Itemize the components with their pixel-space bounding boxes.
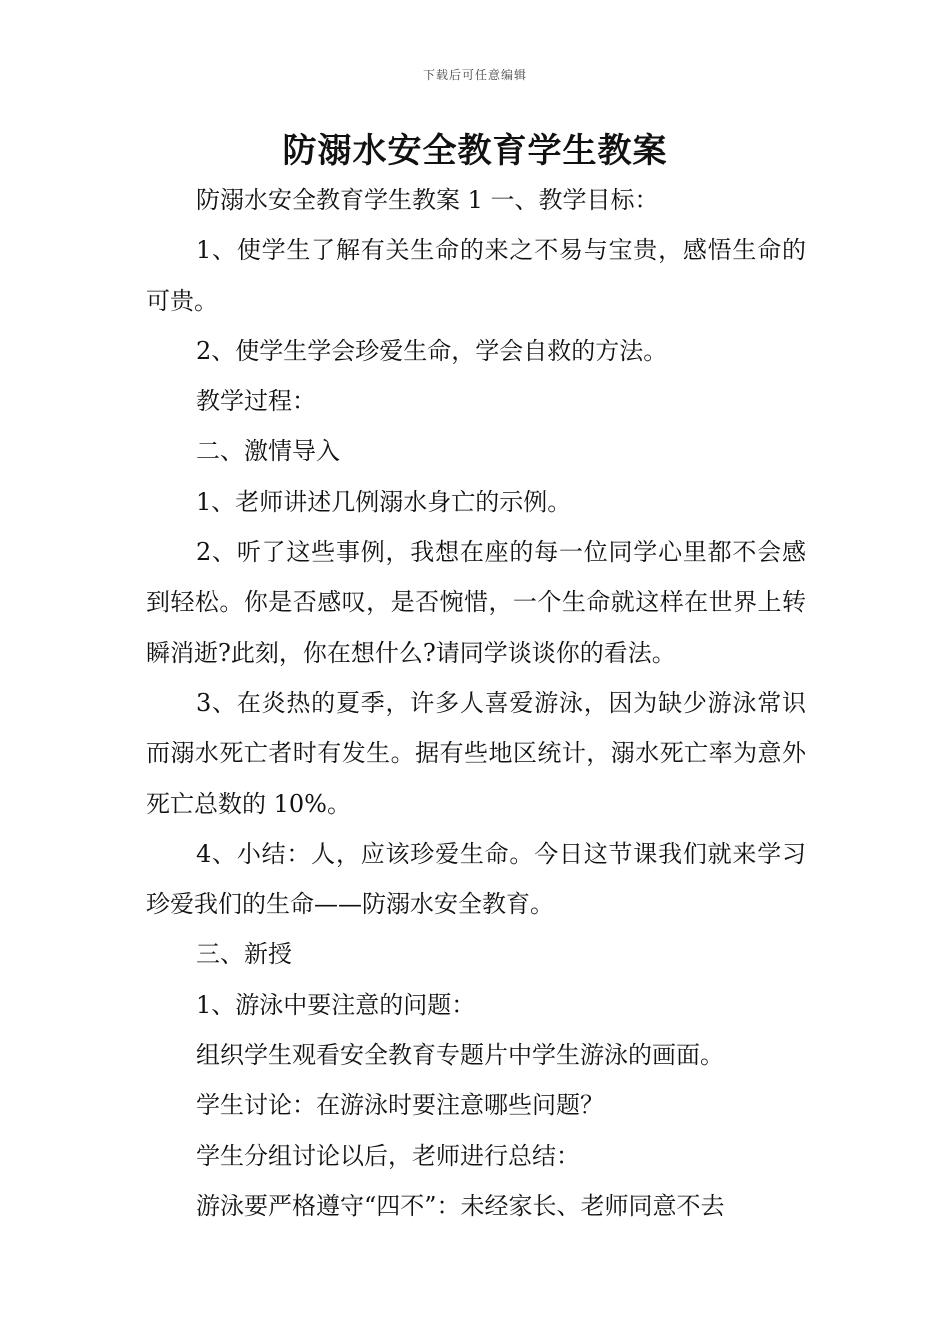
paragraph: 学生分组讨论以后，老师进行总结： [196,1141,580,1170]
paragraph: 1、老师讲述几例溺水身亡的示例。 [196,487,572,516]
paragraph: 学生讨论：在游泳时要注意哪些问题？ [196,1091,604,1120]
paragraph: 2、听了这些事例，我想在座的每一位同学心里都不会感到轻松。你是否感叹，是否惋惜，一个生命就这样在世界上转瞬消逝?此刻，你在想什么?请同学谈谈你的看法。 [146,538,806,667]
document-title: 防溺水安全教育学生教案 [282,131,668,171]
paragraph: 2、使学生学会珍爱生命，学会自救的方法。 [196,336,668,365]
paragraph: 教学过程： [196,387,316,416]
paragraph: 3、在炎热的夏季，许多人喜爱游泳，因为缺少游泳常识而溺水死亡者时有发生。据有些地区统计，溺水死亡率为意外死亡总数的 10%。 [146,688,806,818]
paragraph: 4、小结：人，应该珍爱生命。今日这节课我们就来学习珍爱我们的生命——防溺水安全教育。 [146,839,806,919]
paragraph: 游泳要严格遵守“四不”：未经家长、老师同意不去 [196,1191,725,1220]
paragraph: 防溺水安全教育学生教案 1 一、教学目标： [196,186,659,214]
paragraph: 组织学生观看安全教育专题片中学生游泳的画面。 [196,1041,724,1070]
document-body [146,175,806,1231]
paragraph: 1、使学生了解有关生命的来之不易与宝贵，感悟生命的可贵。 [146,236,806,315]
paragraph: 三、新授 [196,940,292,969]
paragraph: 1、游泳中要注意的问题： [196,990,476,1019]
header-note: 下载后可任意编辑 [422,68,527,82]
paragraph: 二、激情导入 [196,437,340,466]
